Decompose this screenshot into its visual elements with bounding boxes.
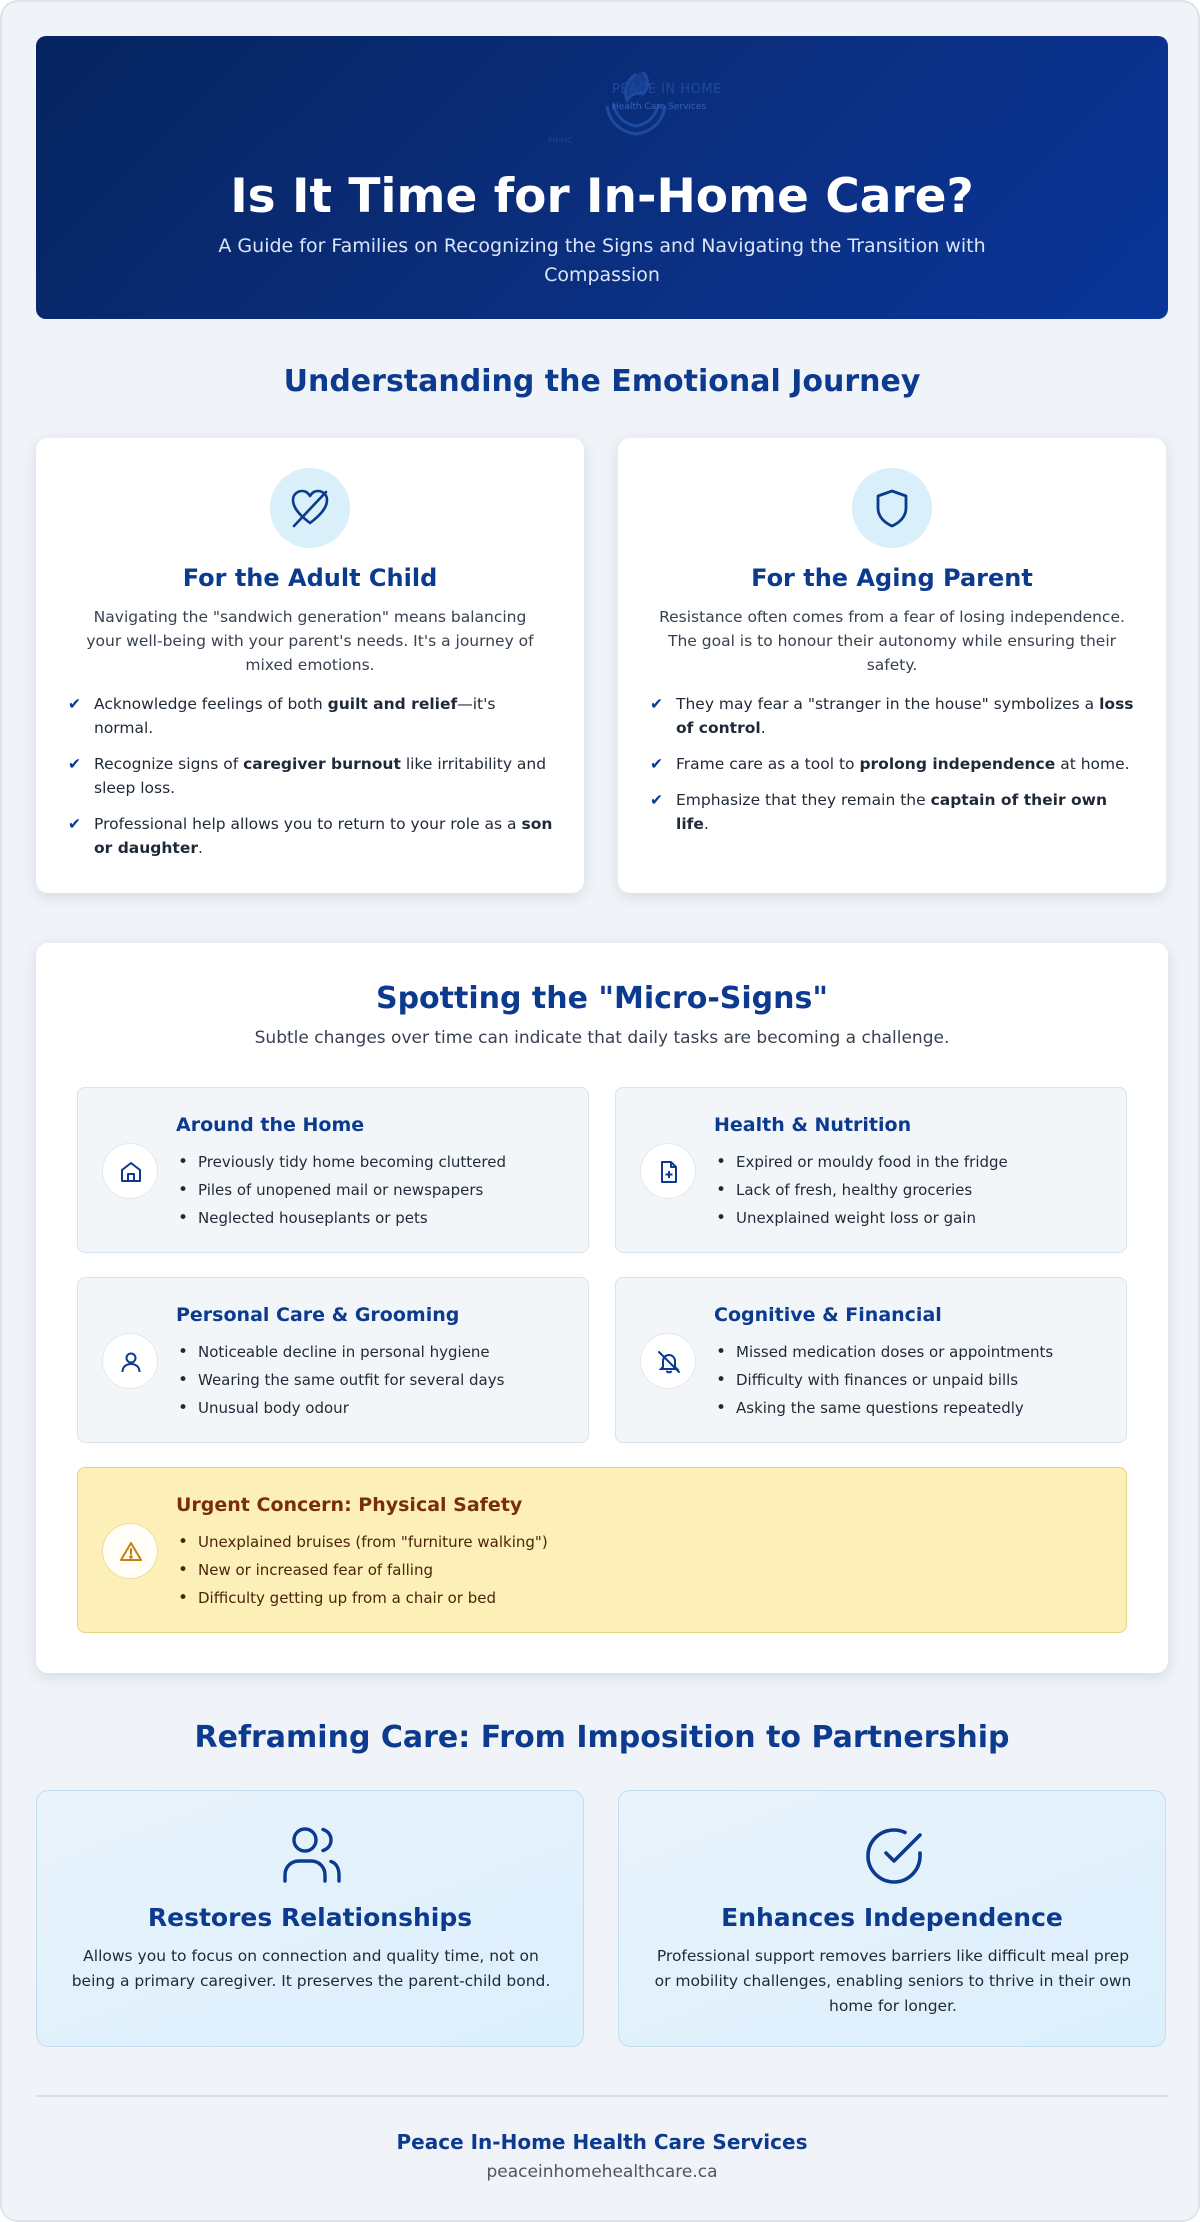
list-item: ✔ They may fear a "stranger in the house" symbolizes a loss of control. [648,692,1138,740]
aging-parent-card [618,438,1166,893]
card-text: Allows you to focus on connection and quality time, not on being a primary caregiver. It preserves the parent-child bond. [71,1947,551,1990]
logo-text: PEACE IN HOME [612,82,722,97]
card-text: Professional support removes barriers like difficult meal prep or mobility challenges, enabling seniors to thrive in their own home for longer. [654,1947,1132,2015]
footer-divider [36,2095,1168,2097]
card-title: Enhances Independence [721,1903,1063,1932]
check-icon: ✔ [68,755,81,773]
list-item: • Difficulty with finances or unpaid bills [714,1366,1053,1394]
micro-signs-panel [36,943,1168,1673]
logo-small-text: PIHHC [548,136,573,145]
urgent-title: Urgent Concern: Physical Safety [176,1494,523,1516]
shield-icon [852,468,932,548]
list-item: • Wearing the same outfit for several days [176,1366,504,1394]
check-icon: ✔ [650,695,663,713]
list-item: • Unusual body odour [176,1394,504,1422]
micro-signs-subheading: Subtle changes over time can indicate that daily tasks are becoming a challenge. [254,1028,950,1048]
restores-relationships-card [36,1790,584,2047]
urgent-safety-card [77,1467,1127,1633]
list-item: • Piles of unopened mail or newspapers [176,1176,506,1204]
list-item: • Previously tidy home becoming cluttered [176,1148,506,1176]
list-item: • Lack of fresh, healthy groceries [714,1176,1008,1204]
list-item: ✔ Emphasize that they remain the captain of their own life. [648,788,1138,836]
list-item: ✔ Frame care as a tool to prolong independence at home. [648,752,1138,776]
home-icon [102,1143,158,1199]
hero-banner [36,36,1168,319]
sign-list [176,1148,506,1232]
list-item: ✔ Recognize signs of caregiver burnout like irritability and sleep loss. [66,752,556,800]
list-item: • Expired or mouldy food in the fridge [714,1148,1008,1176]
list-item: • Missed medication doses or appointments [714,1338,1053,1366]
list-item: • Neglected houseplants or pets [176,1204,506,1232]
card-title: Restores Relationships [147,1903,473,1932]
adult-child-card [36,438,584,893]
list-item: ✔ Professional help allows you to return to your role as a son or daughter. [66,812,556,860]
check-list [66,692,556,872]
sign-list [714,1338,1053,1422]
list-item: • Unexplained bruises (from "furniture walking") [176,1528,548,1556]
micro-signs-heading: Spotting the "Micro-Signs" [375,981,829,1016]
file-plus-icon [640,1143,696,1199]
card-intro: Resistance often comes from a fear of losing independence. The goal is to honour their autonomy while ensuring their safety. [659,608,1125,674]
users-icon [281,1825,343,1883]
page-title: Is It Time for In-Home Care? [230,169,974,224]
footer-website[interactable]: peaceinhomehealthcare.ca [486,2162,718,2182]
enhances-independence-card [618,1790,1166,2047]
sign-card-personal-care [77,1277,589,1443]
sign-list [714,1148,1008,1232]
company-logo [530,66,742,152]
list-item: • Asking the same questions repeatedly [714,1394,1053,1422]
sign-title: Around the Home [176,1114,365,1136]
sign-card-health [615,1087,1127,1253]
warning-icon [102,1523,158,1579]
sign-card-cognitive [615,1277,1127,1443]
card-intro: Navigating the "sandwich generation" means balancing your well-being with your parent's needs. It's a journey of mixed emotions. [86,608,534,674]
list-item: • New or increased fear of falling [176,1556,548,1584]
urgent-list [176,1528,548,1612]
sign-list [176,1338,504,1422]
check-icon: ✔ [68,695,81,713]
sign-title: Health & Nutrition [714,1114,912,1136]
check-circle-icon [863,1825,925,1887]
footer-company-name: Peace In-Home Health Care Services [396,2130,808,2154]
user-icon [102,1333,158,1389]
check-list [648,692,1138,848]
page-subtitle: A Guide for Families on Recognizing the Signs and Navigating the Transition with Compassion [218,235,986,286]
list-item: ✔ Acknowledge feelings of both guilt and relief—it's normal. [66,692,556,740]
logo-subtext: Health Care Services [612,102,707,112]
heart-crack-icon [270,468,350,548]
card-title: For the Adult Child [182,564,438,592]
list-item: • Difficulty getting up from a chair or bed [176,1584,548,1612]
card-title: For the Aging Parent [751,564,1033,592]
list-item: • Unexplained weight loss or gain [714,1204,1008,1232]
sign-card-home [77,1087,589,1253]
sign-title: Cognitive & Financial [714,1304,942,1326]
reframing-heading: Reframing Care: From Imposition to Partnership [194,1720,1010,1755]
bell-off-icon [640,1333,696,1389]
check-icon: ✔ [650,791,663,809]
sign-title: Personal Care & Grooming [176,1304,460,1326]
check-icon: ✔ [68,815,81,833]
emotional-heading: Understanding the Emotional Journey [283,364,921,399]
list-item: • Noticeable decline in personal hygiene [176,1338,504,1366]
check-icon: ✔ [650,755,663,773]
